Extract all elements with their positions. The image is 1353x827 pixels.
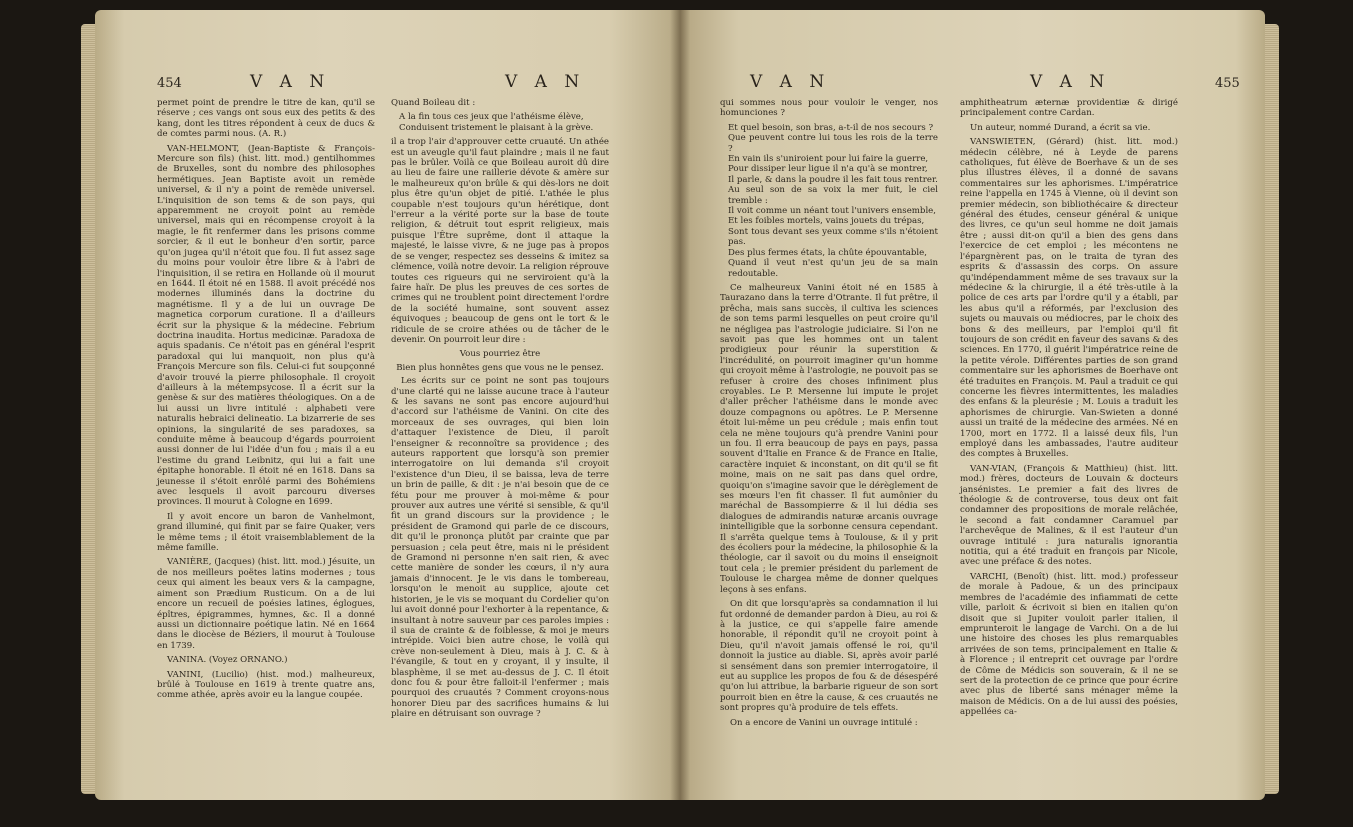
verse-line: Il voit comme un néant tout l'univers ensemble, bbox=[728, 206, 937, 217]
verse-line: A la fin tous ces jeux que l'athéisme élève, bbox=[399, 112, 584, 123]
paragraph: permet point de prendre le titre de kan, qu'il se réserve ; ces vangs ont sous eux des petits & des kang, dont les titres répondent à ceux de ducs & de comtes parmi nous. (A. R.) bbox=[157, 98, 375, 140]
right-page-number: 455 bbox=[1215, 76, 1240, 91]
left-page-number: 454 bbox=[157, 76, 182, 91]
right-column-2 bbox=[960, 98, 1178, 722]
paragraph: VARCHI, (Benoît) (hist. litt. mod.) professeur de morale à Padoue, & un des principaux membres de l'académie des infiammati de cette ville, parloit & écrivoit si bien en italien qu'on disoit que si Jupiter vouloit parler italien, il emprunteroit le langage de Varchi. On a de lui une histoire des choses les plus remarquables arrivées de son tems, principalement en Italie & à Florence ; il entreprit cet ouvrage par l'ordre de Côme de Médicis son souverain, & il ne se sert de la protection de ce prince que pour écrire avec plus de liberté sans ménager même la maison de Médicis. On a de lui aussi des poésies, appellées ca- bbox=[960, 571, 1178, 718]
left-page-header: V A N bbox=[250, 72, 331, 92]
paragraph: qui sommes nous pour vouloir le venger, nos homunciones ? bbox=[720, 98, 938, 119]
verse-line: Et quel besoin, son bras, a-t-il de nos secours ? bbox=[728, 122, 934, 133]
verse-line: Et les foibles mortels, vains jouets du trépas, bbox=[728, 216, 925, 227]
paragraph: amphitheatrum æternæ providentiæ & dirigé principalement contre Cardan. bbox=[960, 98, 1178, 119]
right-column-1 bbox=[720, 98, 938, 732]
paragraph: Il y avoit encore un baron de Vanhelmont, grand illuminé, qui finit par se faire Quaker, vers le même tems ; il étoit vraisemblablement de la même famille. bbox=[157, 511, 375, 554]
verse-line: Quand il veut n'est qu'un jeu de sa main redoutable. bbox=[728, 258, 938, 279]
quote-line: Vous pourriez être bbox=[459, 349, 541, 360]
right-page bbox=[680, 10, 1265, 800]
left-page-header-2: V A N bbox=[505, 72, 586, 92]
right-fore-edge bbox=[1263, 24, 1279, 794]
verse-line: Que peuvent contre lui tous les rois de la terre ? bbox=[728, 133, 938, 154]
verse-line: Conduisent tristement le plaisant à la grève. bbox=[399, 122, 594, 133]
verse-line: En vain ils s'uniroient pour lui faire la guerre, bbox=[728, 154, 929, 165]
verse-block bbox=[728, 123, 938, 279]
left-column-2 bbox=[391, 98, 609, 724]
right-page-header-2: V A N bbox=[1030, 72, 1111, 92]
verse-block bbox=[399, 112, 609, 133]
paragraph: VANSWIETEN, (Gérard) (hist. litt. mod.) médecin célèbre, né à Leyde de parens catholiques, fut élève de Boerhave & un de ses plus illustres élèves, il a donné de savans commentaires sur les aphorismes. L'impératrice reine l'appella en 1745 à Vienne, où il devint son premier médecin, son bibliothécaire & directeur général des études, censeur général & unique des livres, ce qu'un seul homme ne doit jamais être ; aussi dit-on qu'il a bien des gens dans l'exercice de cet emploi ; les mécontens ne l'épargnèrent pas, on le traita de tyran des esprits & d'assassin des corps. On assure qu'indépendamment même de ses travaux sur la médecine & la chirurgie, il a été très-utile à la police de ces arts par l'ordre qu'il y a établi, par les abus qu'il a réformés, par l'exclusion des sujets ou mauvais ou médiocres, par le choix des bons & des meilleurs, par l'emploi qu'il fit toujours de son crédit en faveur des savans & des sciences. En 1770, il guérit l'impératrice reine de la petite vérole. Différentes parties de son grand commentaire sur les aphorismes de Boerhave ont été traduites en François. M. Paul a traduit ce qui concerne les fièvres intermittentes, les maladies des enfans & la pleurésie ; M. Louis a traduit les aphorismes de chirurgie. Van-Swieten a donné aussi un traité de la médecine des armées. Né en 1700, mort en 1772. Il a laissé deux fils, l'un employé dans les ambassades, l'autre auditeur des comptes à Bruxelles. bbox=[960, 137, 1178, 460]
paragraph: VANIÈRE, (Jacques) (hist. litt. mod.) Jésuite, un de nos meilleurs poëtes latins modernes ; tous ceux qui aiment les beaux vers & la campagne, aiment son Prædium Rusticum. On a de lui encore un recueil de poésies latines, églogues, épîtres, épigrammes, hymnes, &c. Il a donné aussi un dictionnaire poétique latin. Né en 1664 dans le diocèse de Béziers, il mourut à Toulouse en 1739. bbox=[157, 557, 375, 651]
book-spread bbox=[95, 10, 1265, 800]
left-column-1 bbox=[157, 98, 375, 705]
paragraph: VAN-HELMONT, (Jean-Baptiste & François-Mercure son fils) (hist. litt. mod.) gentilhommes de Bruxelles, sont du nombre des philosophes hermétiques. Jean Baptiste avoit un remède universel, & il n'y a point de remède universel. L'inquisition de son tems & de son pays, qui apparemment ne croyoit point au remède universel, mais qui en récompense croyoit à la magie, le fit renfermer dans les prisons comme sorcier, & il eut le bonheur d'en sortir, parce qu'on jugea qu'il n'étoit que fou. Il fut assez sage du moins pour vouloir être libre & à l'abri de l'inquisition, il se retira en Hollande où il mourut en 1644. Il étoit né en 1588. Il avoit précédé nos modernes illuminés dans la doctrine du magnétisme. Il y a de lui un ouvrage De magnetica corporum curatione. Il a d'ailleurs écrit sur la physique & la médecine. Febrium doctrina inaudita. Hortus medicinæ. Paradoxa de aquis spadanis. Ce n'étoit pas en général l'esprit paradoxal qui lui manquoit, non plus qu'à François Mercure son fils. Celui-ci fut soupçonné d'avoir trouvé la pierre philosophale. Il croyoit d'ailleurs à la métempsycose. Il a écrit sur la genèse & sur des matières théologiques. On a de lui aussi un livre intitulé : alphabeti vere naturalis hebraici delineatio. La bizarrerie de ses opinions, la singularité de ses paradoxes, sa conduite même à beaucoup d'égards pourroient aussi donner de lui l'idée d'un fou ; mais il a eu l'estime du grand Leibnitz, qui lui a fait une épitaphe honorable. Il étoit né en 1618. Dans sa jeunesse il s'étoit enrôlé parmi des Bohémiens avec lesquels il avoit parcouru diverses provinces. Il mourut à Cologne en 1699. bbox=[157, 143, 375, 508]
paragraph: Un auteur, nommé Durand, a écrit sa vie. bbox=[970, 122, 1151, 133]
right-page-header: V A N bbox=[750, 72, 831, 92]
verse-line: Il parle, & dans la poudre il les fait tous rentrer. bbox=[728, 174, 938, 185]
verse-line: Au seul son de sa voix la mer fuit, le ciel tremble : bbox=[728, 185, 938, 206]
paragraph: Ce malheureux Vanini étoit né en 1585 à Taurazano dans la terre d'Otrante. Il fut prêtre, il prêcha, mais sans succès, il cultiva les sciences de son tems parmi lesquelles on peut croire qu'il ne négligea pas l'astrologie judiciaire. Si l'on ne savoit pas que les hommes ont un talent prodigieux pour réunir la superstition & l'incrédulité, on pourroit imaginer qu'un homme qui croyoit même à l'astrologie, ne pouvoit pas se refuser à croire des choses infiniment plus croyables. Le P. Mersenne lui impute le projet d'aller prêcher l'athéisme dans le monde avec douze compagnons ou apôtres. Le P. Mersenne étoit lui-même un peu crédule ; mais enfin tout cela ne mène toujours qu'à prendre Vanini pour un fou. Il erra beaucoup de pays en pays, passa souvent d'Italie en France & de France en Italie, caractère inquiet & inconstant, on dit qu'il se fit moine, mais on ne sait pas dans quel ordre, quoiqu'on s'imagine savoir que le dérèglement de ses mœurs l'en fit chasser. Il fut aumônier du maréchal de Bassompierre & il lui dédia ses dialogues de admirandis naturæ arcanis ouvrage inintelligible que la sorbonne censura cependant. Il s'arrêta quelque tems à Toulouse, & il y prit des écoliers pour la médecine, la philosophie & la théologie, car il savoit ou du moins il enseignoit tout cela ; le premier président du parlement de Toulouse le chargea même de donner quelques leçons à ses enfans. bbox=[720, 282, 938, 595]
paragraph: Quand Boileau dit : bbox=[391, 98, 476, 108]
paragraph: VANINA. (Voyez ORNANO.) bbox=[167, 655, 288, 666]
verse-line: Des plus fermes états, la chûte épouvantable, bbox=[728, 247, 927, 258]
paragraph: On a encore de Vanini un ouvrage intitulé : bbox=[730, 717, 918, 728]
quote-line: Bien plus honnêtes gens que vous ne le pensez. bbox=[396, 362, 604, 373]
paragraph: il a trop l'air d'approuver cette cruauté. Un athée est un aveugle qu'il faut plaindre ; mais il ne faut pas le brûler. Voilà ce que Boileau auroit dû dire au lieu de faire une raillerie dévote & amère sur le malheureux qu'on brûle & qui dès-lors ne doit plus être qu'un objet de pitié. L'athée le plus coupable n'est toujours qu'un hérétique, dont l'erreur a la vérité porte sur la base de toute religion, & détruit tout esprit religieux, mais puisque l'Être suprême, dont il attaque la majesté, le laisse vivre, & ne juge pas à propos de se venger, respectez ses desseins & imitez sa clémence, voilà notre devoir. La religion réprouve toutes ces rigueurs qui ne serviroient qu'à la faire haïr. De plus les preuves de ces sortes de crimes qui ne troublent point directement l'ordre de la société humaine, sont souvent assez équivoques ; beaucoup de gens ont le tort & le ridicule de se croire athées ou de tâcher de le devenir. On pourroit leur dire : bbox=[391, 137, 609, 345]
paragraph: On dit que lorsqu'après sa condamnation il lui fut ordonné de demander pardon à Dieu, au roi & à la justice, ce qui s'appelle faire amende honorable, il répondit qu'il ne croyoit point à Dieu, qu'il n'avoit jamais offensé le roi, qu'il donnoit la justice au diable. Si, après avoir parlé si sensément dans son premier interrogatoire, il eut au supplice les propos de fou & de désespéré qu'on lui attribue, la barbarie rigueur de son sort pourroit bien en être la cause, & ces cruautés ne sont propres qu'à produire de tels effets. bbox=[720, 599, 938, 714]
paragraph: Les écrits sur ce point ne sont pas toujours d'une clarté qui ne laisse aucune trace à l'auteur & les savans ne sont pas encore aujourd'hui d'accord sur l'athéisme de Vanini. On cite des morceaux de ses ouvrages, qui bien loin d'attaquer l'existence de Dieu, il paroît l'enseigner & reconnoître sa providence ; des auteurs rapportent que lorsqu'à son premier interrogatoire on lui demanda s'il croyoit l'existence d'un Dieu, il se baissa, leva de terre un brin de paille, & dit : je n'ai besoin que de ce fétu pour me prouver à moi-même & pour prouver aux autres une vérité si sensible, & qu'il fit un grand discours sur la providence ; le président de Gramond qui parle de ce discours, dit qu'il le prononça plutôt par crainte que par persuasion ; cela peut être, mais ni le président de Gramond ni personne n'en sait rien, & avec cette manière de sonder les cœurs, il n'y aura jamais d'innocent. Je le vis dans le tombereau, lorsqu'on le menoit au supplice, ajoute cet historien, je le vis se moquant du Cordelier qu'on lui avoit donné pour l'exhorter à la repentance, & insultant à notre sauveur par ces paroles impies : il sua de crainte & de foiblesse, & moi je meurs intrépide. Voici bien autre chose, le voilà qui crève non-seulement à Dieu, mais à J. C. & à l'évangile, & tout en y croyant, il y insulte, il blasphème, il se met au-dessus de J. C. Il étoit donc fou & pour être falloit-il l'enfermer ; mais pourquoi des cruautés ? Comment croyons-nous honorer Dieu par des sacrifices humains & lui plaire en détruisant son ouvrage ? bbox=[391, 376, 609, 720]
paragraph: VAN-VIAN, (François & Matthieu) (hist. litt. mod.) frères, docteurs de Louvain & docteurs jansénistes. Le premier a fait des livres de théologie & de controverse, tous deux ont fait condamner des propositions de morale relâchée, le second a fait condamner Caramuel par l'archevêque de Malines, & il est l'auteur d'un ouvrage intitulé : jura naturalis ignorantia notitia, qui a été traduit en françois par Nicole, avec une préface & des notes. bbox=[960, 463, 1178, 568]
verse-line: Sont tous devant ses yeux comme s'ils n'étoient pas. bbox=[728, 226, 938, 248]
verse-line: Pour dissiper leur ligue il n'a qu'à se montrer, bbox=[728, 164, 928, 175]
paragraph: VANINI, (Lucilio) (hist. mod.) malheureux, brûlé à Toulouse en 1619 à trente quatre ans, comme athée, après avoir eu la langue coupée. bbox=[157, 669, 375, 701]
left-page bbox=[95, 10, 680, 800]
book-gutter bbox=[670, 10, 690, 800]
